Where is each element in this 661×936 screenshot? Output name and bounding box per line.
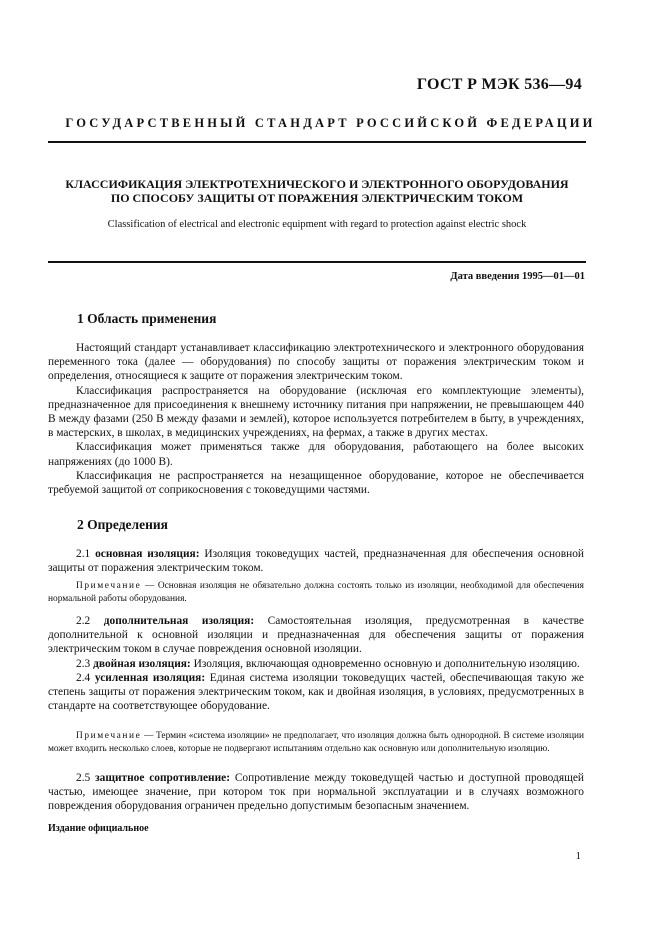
note-label: Примечание — [76, 581, 142, 591]
note-1 — [48, 580, 584, 605]
introduction-date: Дата введения 1995—01—01 — [450, 271, 585, 282]
document-title — [48, 177, 586, 205]
definition-text: Самостоятельная изоляция, предусмотренная в качестве дополнительной к основной изоляции и предназначенная для обеспечения защиты от поражения электрическим током в случае повреждения основной изоляции. — [48, 615, 584, 656]
definition-term: дополнительная изоляция: — [103, 615, 255, 627]
page-number: 1 — [575, 850, 581, 862]
definition-text: Единая система изоляции токоведущих частей, обеспечивающая такую же степень защиты от поражения электрическим током, как и двойная изоляция, в условиях, предусмотренных в стандарте на соответствующее оборудование. — [48, 671, 584, 713]
note-label: Примечание — [76, 731, 142, 741]
definition-2-1 — [48, 547, 584, 575]
english-title: Classification of electrical and electronic equipment with regard to protection against electric shock — [107, 219, 527, 230]
definition-text: Сопротивление между токоведущей частью и доступной проводящей частью, имеющее значение, при котором ток при нормальной эксплуатации и в случаях возможного повреждения оборудования ограничен предельно допустимым безопасным значением. — [48, 772, 585, 813]
section-1-body — [48, 341, 584, 497]
definition-number: 2.5 — [76, 772, 91, 784]
section-1-paragraph: Классификация распространяется на оборудование (исключая его комплектующие элементы), предназначенное для присоединения к внешнему источнику питания при напряжении, не превышающем 440 В между фазами (250 В между фазами и землей), которое используется потребителем в быту, в учреждениях, в мастерских, в школах, в медицинских учреждениях, на фермах, а также в других местах. — [48, 384, 584, 440]
definition-number: 2.1 — [76, 548, 91, 560]
definition-term: двойная изоляция: — [93, 657, 191, 670]
title-divider — [48, 261, 586, 263]
definition-term: усиленная изоляция: — [94, 671, 206, 684]
title-line-1: КЛАССИФИКАЦИЯ ЭЛЕКТРОТЕХНИЧЕСКОГО И ЭЛЕКТРОННОГО ОБОРУДОВАНИЯ — [65, 177, 569, 191]
title-line-2: ПО СПОСОБУ ЗАЩИТЫ ОТ ПОРАЖЕНИЯ ЭЛЕКТРИЧЕСКИМ ТОКОМ — [110, 191, 524, 205]
state-standard-banner: ГОСУДАРСТВЕННЫЙ СТАНДАРТ РОССИЙСКОЙ ФЕДЕРАЦИИ — [65, 116, 596, 130]
definition-text: Изоляция токоведущих частей, предназначенная для обеспечения основной защиты от поражения электрическим током. — [48, 548, 584, 575]
definition-number: 2.4 — [76, 671, 91, 684]
section-1-paragraph: Классификация не распространяется на незащищенное оборудование, которое не обеспечивается требуемой защитой от соприкосновения с токоведущими частями. — [48, 469, 584, 497]
section-1-paragraph: Настоящий стандарт устанавливает классификацию электротехнического и электронного оборудования переменного тока (далее — оборудования) по способу защиты от поражения электрическим током и определения, относящиеся к защите от поражения электрическим током. — [48, 342, 584, 383]
edition-label: Издание официальное — [48, 823, 149, 834]
note-text: — Основная изоляция не обязательно должна состоять только из изоляции, необходимой для обеспечения нормальной работы оборудования. — [48, 581, 584, 604]
standard-code: ГОСТ Р МЭК 536—94 — [416, 76, 582, 93]
definition-number: 2.3 — [76, 657, 91, 670]
section-1-heading: 1 Область применения — [77, 311, 217, 326]
definition-number: 2.2 — [76, 615, 91, 627]
note-2 — [48, 730, 584, 755]
definition-2-5 — [48, 771, 584, 814]
definitions-2-2-to-2-4 — [48, 614, 584, 713]
definition-term: основная изоляция: — [95, 548, 200, 560]
definition-term: защитное сопротивление: — [95, 772, 230, 784]
section-1-paragraph: Классификация может применяться также для оборудования, работающего на более высоких напряжениях (до 1000 В). — [48, 441, 584, 468]
top-divider — [48, 141, 586, 143]
section-2-heading: 2 Определения — [77, 517, 168, 532]
definition-text: Изоляция, включающая одновременно основную и дополнительную изоляцию. — [193, 657, 580, 670]
note-text: — Термин «система изоляции» не предполагает, что изоляция должна быть однородной. В системе изоляции может входить несколько слоев, которые не подвергают испытаниям отдельно как основную или дополнительную изоляцию. — [48, 731, 584, 754]
